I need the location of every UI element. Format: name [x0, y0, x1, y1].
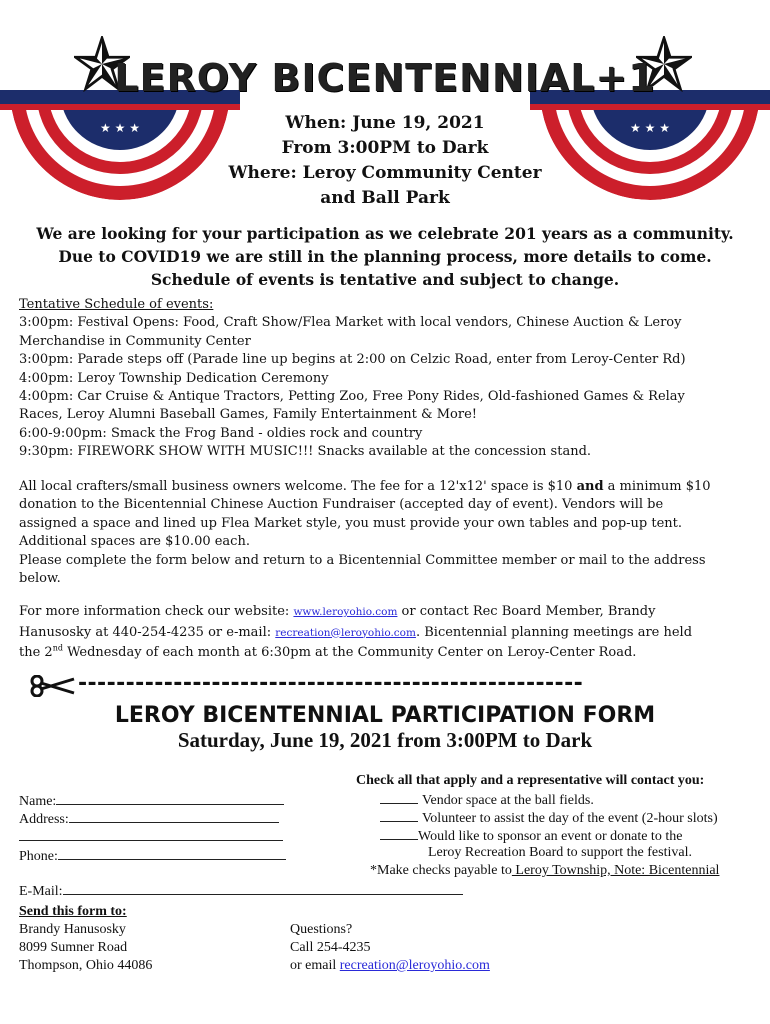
questions-email-link[interactable]: recreation@leroyohio.com — [339, 958, 490, 973]
send-address: Send this form to: Brandy Hanusosky 8099 Sumner Road Thompson, Ohio 44086 — [19, 904, 153, 973]
schedule-line: 3:00pm: Festival Opens: Food, Craft Show/Flea Market with local vendors, Chinese Auction & Leroy — [19, 315, 682, 331]
cut-line: ----------------------------------------------------- — [30, 673, 730, 703]
scissors-icon — [30, 675, 76, 697]
info-paragraph: For more information check our website: www.leroyohio.com or contact Rec Board Member, Brandy Hanusosky at 440-254-4235 or e-mail: recreation@leroyohio.com. Bicentennial planning meetings are held the 2nd Wednesday of each month at 6:30pm at the Community Center on Leroy-Center Road. — [19, 604, 693, 660]
checkbox-sponsor[interactable]: Would like to sponsor an event or donate to the — [380, 826, 682, 846]
email-field[interactable]: E-Mail: — [19, 880, 463, 901]
event-when-where: When: June 19, 2021 From 3:00PM to Dark Where: Leroy Community Center and Ball Park — [228, 113, 542, 208]
schedule-section — [19, 296, 754, 462]
checkbox-volunteer[interactable]: Volunteer to assist the day of the event (2-hour slots) — [380, 808, 718, 828]
schedule-line: Merchandise in Community Center — [19, 333, 251, 349]
intro-paragraph: We are looking for your participation as we celebrate 201 years as a community. Due to COVID19 we are still in the planning process, more details to come. Schedule of events is tentative and subject to change. — [36, 224, 734, 289]
address-field[interactable]: Address: — [19, 808, 279, 829]
page-title: LEROY BICENTENNIAL+1 — [114, 56, 656, 100]
sponsor-line2: Leroy Recreation Board to support the festival. — [428, 845, 692, 860]
questions-contact: Questions? Call 254-4235 or email recreation@leroyohio.com — [290, 922, 490, 973]
schedule-line: 3:00pm: Parade steps off (Parade line up begins at 2:00 on Celzic Road, enter from Leroy-Center Rd) — [19, 352, 686, 368]
svg-text:★ ★ ★: ★ ★ ★ — [630, 121, 670, 135]
email-link[interactable]: recreation@leroyohio.com — [275, 626, 416, 639]
send-heading: Send this form to: — [19, 904, 127, 919]
check-title: Check all that apply and a representative will contact you: — [356, 773, 705, 788]
schedule-line: 4:00pm: Car Cruise & Antique Tractors, Petting Zoo, Free Pony Rides, Old-fashioned Games & Relay — [19, 389, 685, 405]
schedule-line: 6:00-9:00pm: Smack the Frog Band - oldies rock and country — [19, 425, 423, 441]
vendor-paragraph: All local crafters/small business owners welcome. The fee for a 12'x12' space is $10 and a minimum $10 donation to the Bicentennial Chinese Auction Fundraiser (accepted day of event). Vendors will be assigned a space and lined up Flea Market style, you must provide your own tables and pop-up tent. Additional spaces are $10.00 each. Please complete the form below and return to a Bicentennial Committee member or mail to the address below. — [19, 479, 711, 587]
name-field[interactable]: Name: — [19, 790, 284, 811]
website-link[interactable]: www.leroyohio.com — [293, 606, 398, 618]
phone-field[interactable]: Phone: — [19, 845, 286, 866]
schedule-line: Races, Leroy Alumni Baseball Games, Family Entertainment & More! — [19, 407, 478, 423]
address-field-line2[interactable] — [19, 826, 283, 847]
schedule-line: 4:00pm: Leroy Township Dedication Ceremony — [19, 370, 329, 386]
payable-note: *Make checks payable to Leroy Township, Note: Bicentennial — [370, 863, 720, 878]
svg-text:★ ★ ★: ★ ★ ★ — [100, 121, 140, 135]
checkbox-vendor-space[interactable]: Vendor space at the ball fields. — [380, 790, 594, 810]
form-subtitle: Saturday, June 19, 2021 from 3:00PM to Dark — [177, 728, 593, 752]
schedule-heading: Tentative Schedule of events: — [19, 297, 214, 312]
schedule-line: 9:30pm: FIREWORK SHOW WITH MUSIC!!! Snacks available at the concession stand. — [19, 444, 592, 460]
form-title: LEROY BICENTENNIAL PARTICIPATION FORM — [114, 703, 656, 728]
